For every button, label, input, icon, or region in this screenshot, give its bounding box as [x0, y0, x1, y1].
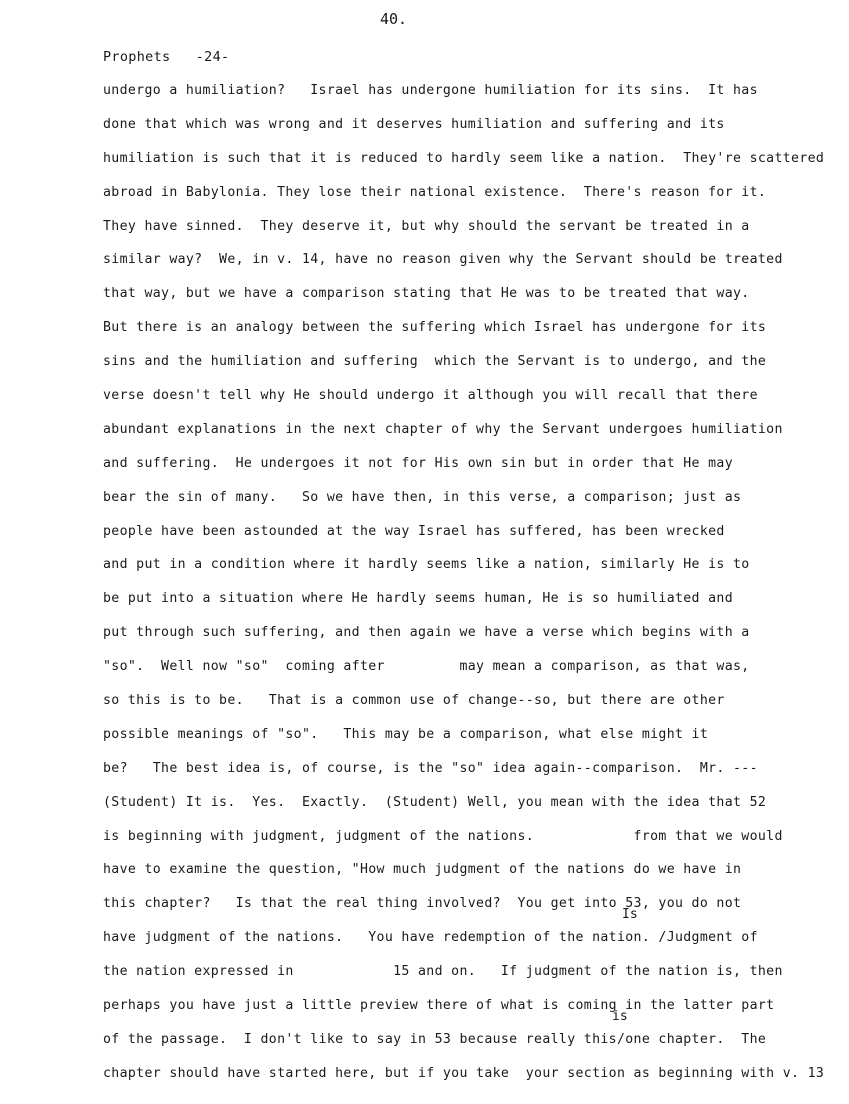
- interlinear-insertion-is-capitalized: Is: [622, 907, 638, 922]
- interlinear-insertion-is: is: [612, 1009, 628, 1024]
- text-line: (Student) It is. Yes. Exactly. (Student) Well, you mean with the idea that 52: [103, 794, 767, 810]
- text-line: sins and the humiliation and suffering which the Servant is to undergo, and the: [103, 354, 767, 370]
- text-line: bear the sin of many. So we have then, in this verse, a comparison; just as: [103, 489, 742, 505]
- text-line: be? The best idea is, of course, is the "so" idea again--comparison. Mr. ---: [103, 760, 758, 776]
- text-line: abroad in Babylonia. They lose their national existence. There's reason for it.: [103, 184, 767, 200]
- page-number: 40.: [380, 10, 408, 28]
- header-page-ref: -24-: [195, 49, 230, 65]
- text-line: people have been astounded at the way Israel has suffered, has been wrecked: [103, 523, 725, 539]
- text-line: so this is to be. That is a common use of change--so, but there are other: [103, 693, 725, 709]
- text-line: humiliation is such that it is reduced to hardly seem like a nation. They're scattered: [103, 150, 825, 166]
- text-line: of the passage. I don't like to say in 53 because really this/one chapter. The: [103, 1031, 767, 1047]
- text-line: But there is an analogy between the suffering which Israel has undergone for its: [103, 320, 767, 336]
- body-text: [103, 80, 833, 1097]
- text-line: similar way? We, in v. 14, have no reason given why the Servant should be treated: [103, 252, 783, 268]
- text-line: and suffering. He undergoes it not for His own sin but in order that He may: [103, 455, 734, 471]
- text-line: and put in a condition where it hardly seems like a nation, similarly He is to: [103, 557, 750, 573]
- text-line: this chapter? Is that the real thing involved? You get into 53, you do not: [103, 896, 742, 912]
- text-line: perhaps you have just a little preview there of what is coming in the latter part: [103, 998, 775, 1014]
- header-title: Prophets: [103, 49, 171, 65]
- page-header: [103, 49, 229, 65]
- text-line: done that which was wrong and it deserves humiliation and suffering and its: [103, 116, 725, 132]
- text-line: have to examine the question, "How much judgment of the nations do we have in: [103, 862, 742, 878]
- text-line: verse doesn't tell why He should undergo it although you will recall that there: [103, 388, 758, 404]
- text-line: be put into a situation where He hardly seems human, He is so humiliated and: [103, 591, 734, 607]
- text-line: is beginning with judgment, judgment of the nations. from that we would: [103, 828, 783, 844]
- text-line: that way, but we have a comparison stating that He was to be treated that way.: [103, 286, 750, 302]
- text-line: chapter should have started here, but if you take your section as beginning with v. 13: [103, 1065, 825, 1081]
- text-line: possible meanings of "so". This may be a comparison, what else might it: [103, 726, 709, 742]
- text-line: "so". Well now "so" coming after may mean a comparison, as that was,: [103, 659, 750, 675]
- text-line: abundant explanations in the next chapter of why the Servant undergoes humiliation: [103, 421, 783, 437]
- text-line: have judgment of the nations. You have redemption of the nation. /Judgment of: [103, 930, 758, 946]
- text-line: put through such suffering, and then again we have a verse which begins with a: [103, 625, 750, 641]
- text-line: the nation expressed in 15 and on. If judgment of the nation is, then: [103, 964, 783, 980]
- text-line: They have sinned. They deserve it, but why should the servant be treated in a: [103, 218, 750, 234]
- text-line: undergo a humiliation? Israel has undergone humiliation for its sins. It has: [103, 83, 758, 98]
